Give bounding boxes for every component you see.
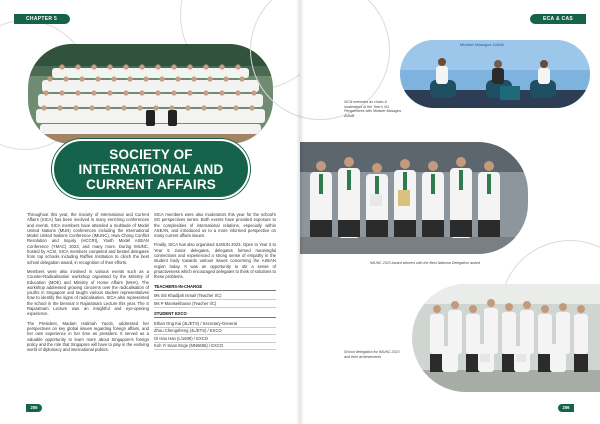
list-item: Oi Hao Han (L/1608) / EXCO — [154, 335, 276, 342]
book-gutter — [296, 0, 304, 424]
award-photo — [300, 142, 528, 254]
chapter-tab: CHAPTER 5 — [14, 14, 70, 24]
body-column-1 — [27, 212, 149, 356]
delegation-photo-image — [412, 284, 600, 392]
panel-photo-image — [400, 40, 590, 108]
paragraph: Finally, SICA has also organised ILIMUN 2023. Open to Year 3 to Year 5 Junior delegates, delegates formed meaningful connections and experienced a strong sense of empathy in the student body towards various issues concerning the ASEAN region today. It was an opportunity to stir a sense of proactiveness which encouraged delegates to think of solutions to these problems. — [154, 242, 276, 280]
list-item: Koh Yi Sean Enge (MN6606) / EXCO — [154, 343, 276, 350]
list-item: Ethan Ong Kai (4L/ETS) / Secretary-General — [154, 320, 276, 327]
section-title — [52, 139, 250, 199]
backdrop-text: Minister Masagos Zulkifli — [460, 42, 504, 47]
paragraph: The President, Madam Halimah Yacob, addressed her perspectives on key global issues regarding foreign affairs, and her own experience in her time as president. It served as a valuable opportunity to learn more about Singapore's foreign policy and the role that Singapore will have to play in the evolving world of diplomacy and international politics. — [27, 320, 149, 353]
paragraph: SICA members were also moderators this year for the school's SG perspectives series. Both events have provided exposure to the complexities of international relations, especially within ASEAN, and introduced us to a more informed perspective on many current affairs issues. — [154, 212, 276, 239]
exco-heading: STUDENT EXCO — [154, 311, 276, 318]
photo-caption-2: IMUNC 2023 Award winners with the Best National Delegation award — [370, 261, 480, 265]
section-tab: ECA & CAS — [530, 14, 586, 24]
title-line-3: CURRENT AFFAIRS — [86, 176, 216, 192]
paragraph: Throughout this year, the Society of International and Current Affairs (SICA) has been involved in many enriching conferences and events. SICA members have attended a multitude of Model United Nations (MUN) conferences including the International Model United Nations Conference (IMUNC), Hwa Chong Conflict Resolution and Inquiry (HCCRI), Youth Model ASEAN Conference (YMAC) 2023, and many more. During IMUNC, hosted by ACSI, SICA members competed and bested delegates from top schools including Raffles Institution to clinch the best school delegation award, in recognition of their efforts. — [27, 212, 149, 265]
group-photo — [28, 44, 273, 144]
list-item: Zhou Chengsheng (4L/ETS) / EXCO — [154, 328, 276, 335]
title-line-2: INTERNATIONAL AND — [78, 161, 224, 177]
list-item: Ms P Manisekharan (Teacher I/C) — [154, 300, 276, 307]
photo-caption-1: SICA members as chairs & moderators of the Year's SG Perspectives with Minister Masagos Zulkifli — [344, 100, 402, 118]
group-photo-image — [28, 44, 273, 144]
teachers-heading: TEACHERS-IN-CHARGE — [154, 284, 276, 291]
list-item: Ms Siti Khadijah Ismail (Teacher I/C) — [154, 293, 276, 300]
delegation-photo — [412, 284, 600, 392]
photo-caption-3: School delegation for IMUNC 2023 and their achievements — [344, 350, 400, 359]
right-page — [300, 0, 600, 424]
body-column-2 — [154, 212, 276, 353]
teachers-list — [154, 293, 276, 308]
paragraph: Members were also involved in various events such as a Counter-Radicalisation workshop organised by the Ministry of Education (MOE) and Ministry of Home Affairs (MHA). The workshop addressed growing concerns over the radicalisation of youths in Singapore and taught various student representatives how to identify the signs of radicalisation. SICA also represented the school in the biennial S Rajaratnam Lecture this year. The S Rajaratnam Lecture was an insightful and eye-opening experience. — [27, 268, 149, 317]
page-number: 206 — [558, 404, 574, 412]
title-line-1: SOCIETY OF — [109, 146, 193, 162]
panel-photo — [400, 40, 590, 108]
award-photo-image — [300, 142, 528, 254]
exco-list — [154, 320, 276, 350]
page-number: 205 — [26, 404, 42, 412]
